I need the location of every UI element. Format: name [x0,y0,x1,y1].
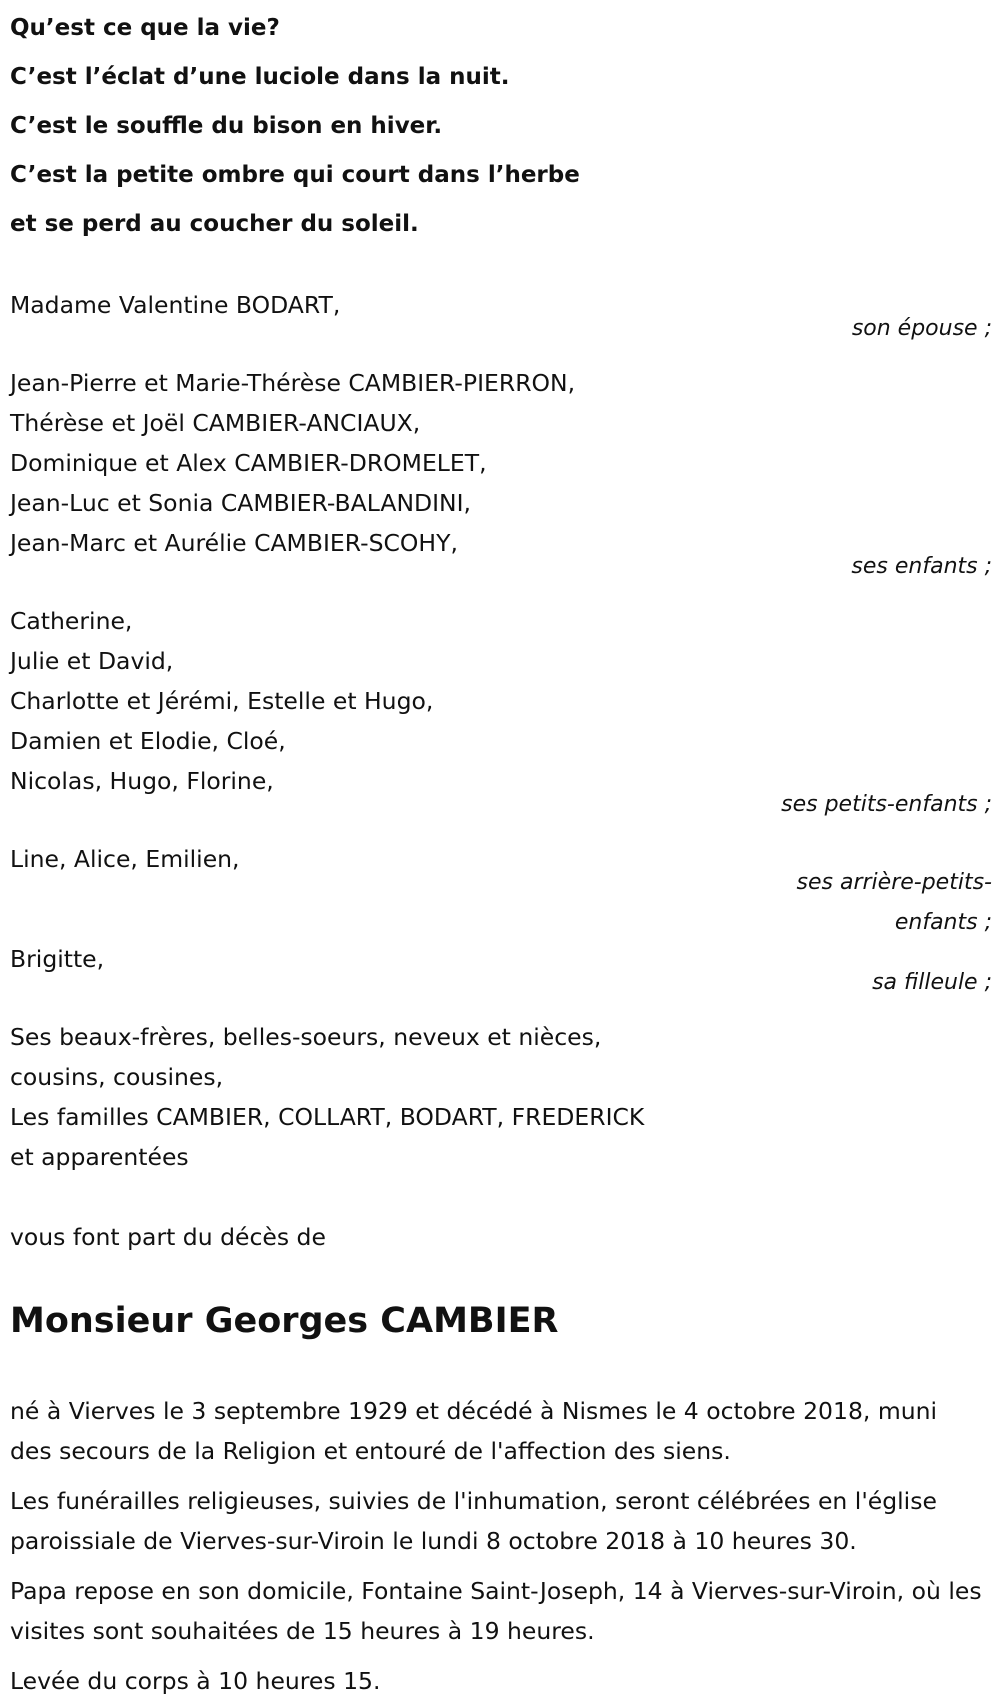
family-group-children [10,363,992,587]
name-line: Brigitte, [10,945,105,973]
name-line: cousins, cousines, [10,1063,224,1091]
details [10,1391,985,1701]
funeral-paragraph: Les funérailles religieuses, suivies de l'inhumation, seront célébrées en l'église paroissiale de Vierves-sur-Viroin le lundi 8 octobre 2018 à 10 heures 30. [10,1487,937,1555]
name-line: Catherine, [10,607,133,635]
repose-paragraph: Papa repose en son domicile, Fontaine Saint-Joseph, 14 à Vierves-sur-Viroin, où les visites sont souhaitées de 15 heures à 19 heures. [10,1577,982,1645]
poem-line: C’est le souffle du bison en hiver. [10,113,443,139]
poem-line: C’est la petite ombre qui court dans l’herbe [10,162,580,188]
family-group-spouse [10,285,992,349]
name-line: Jean-Pierre et Marie-Thérèse CAMBIER-PIERRON, [10,369,576,397]
family-group-extended [10,1017,992,1177]
names [10,363,992,563]
poem-line: C’est l’éclat d’une luciole dans la nuit. [10,64,510,90]
relation-label: sa filleule ; [872,970,992,995]
relation-label: son épouse ; [851,316,992,341]
relation-label: ses petits-enfants ; [781,792,992,817]
announcement: vous font part du décès de [10,1223,326,1251]
name-line: Les familles CAMBIER, COLLART, BODART, FREDERICK [10,1103,645,1131]
obituary-notice [10,0,992,1701]
poem-line: Qu’est ce que la vie? [10,15,280,41]
relation-label-line: enfants ; [894,910,992,935]
poem-line: et se perd au coucher du soleil. [10,211,419,237]
levee-paragraph: Levée du corps à 10 heures 15. [10,1667,381,1695]
name-line: Madame Valentine BODART, [10,291,341,319]
names [10,1017,992,1177]
name-line: Jean-Marc et Aurélie CAMBIER-SCOHY, [10,529,458,557]
poem [10,0,992,249]
birth-death-paragraph: né à Vierves le 3 septembre 1929 et décédé à Nismes le 4 octobre 2018, muni des secours de la Religion et entouré de l'affection des siens. [10,1397,938,1465]
name-line: et apparentées [10,1143,189,1171]
name-line: Jean-Luc et Sonia CAMBIER-BALANDINI, [10,489,472,517]
deceased-name: Monsieur Georges CAMBIER [10,1301,559,1341]
name-line: Dominique et Alex CAMBIER-DROMELET, [10,449,487,477]
name-line: Ses beaux-frères, belles-soeurs, neveux et nièces, [10,1023,602,1051]
name-line: Damien et Elodie, Cloé, [10,727,286,755]
family-group-grandchildren [10,601,992,825]
name-line: Julie et David, [10,647,174,675]
name-line: Charlotte et Jérémi, Estelle et Hugo, [10,687,434,715]
relation-label-line: ses arrière-petits- [796,870,992,895]
name-line: Thérèse et Joël CAMBIER-ANCIAUX, [10,409,421,437]
relation-label: ses enfants ; [851,554,992,579]
name-line: Line, Alice, Emilien, [10,845,240,873]
family-group-goddaughter [10,939,992,1003]
names [10,601,992,801]
name-line: Nicolas, Hugo, Florine, [10,767,274,795]
family-group-great-grandchildren [10,839,992,943]
